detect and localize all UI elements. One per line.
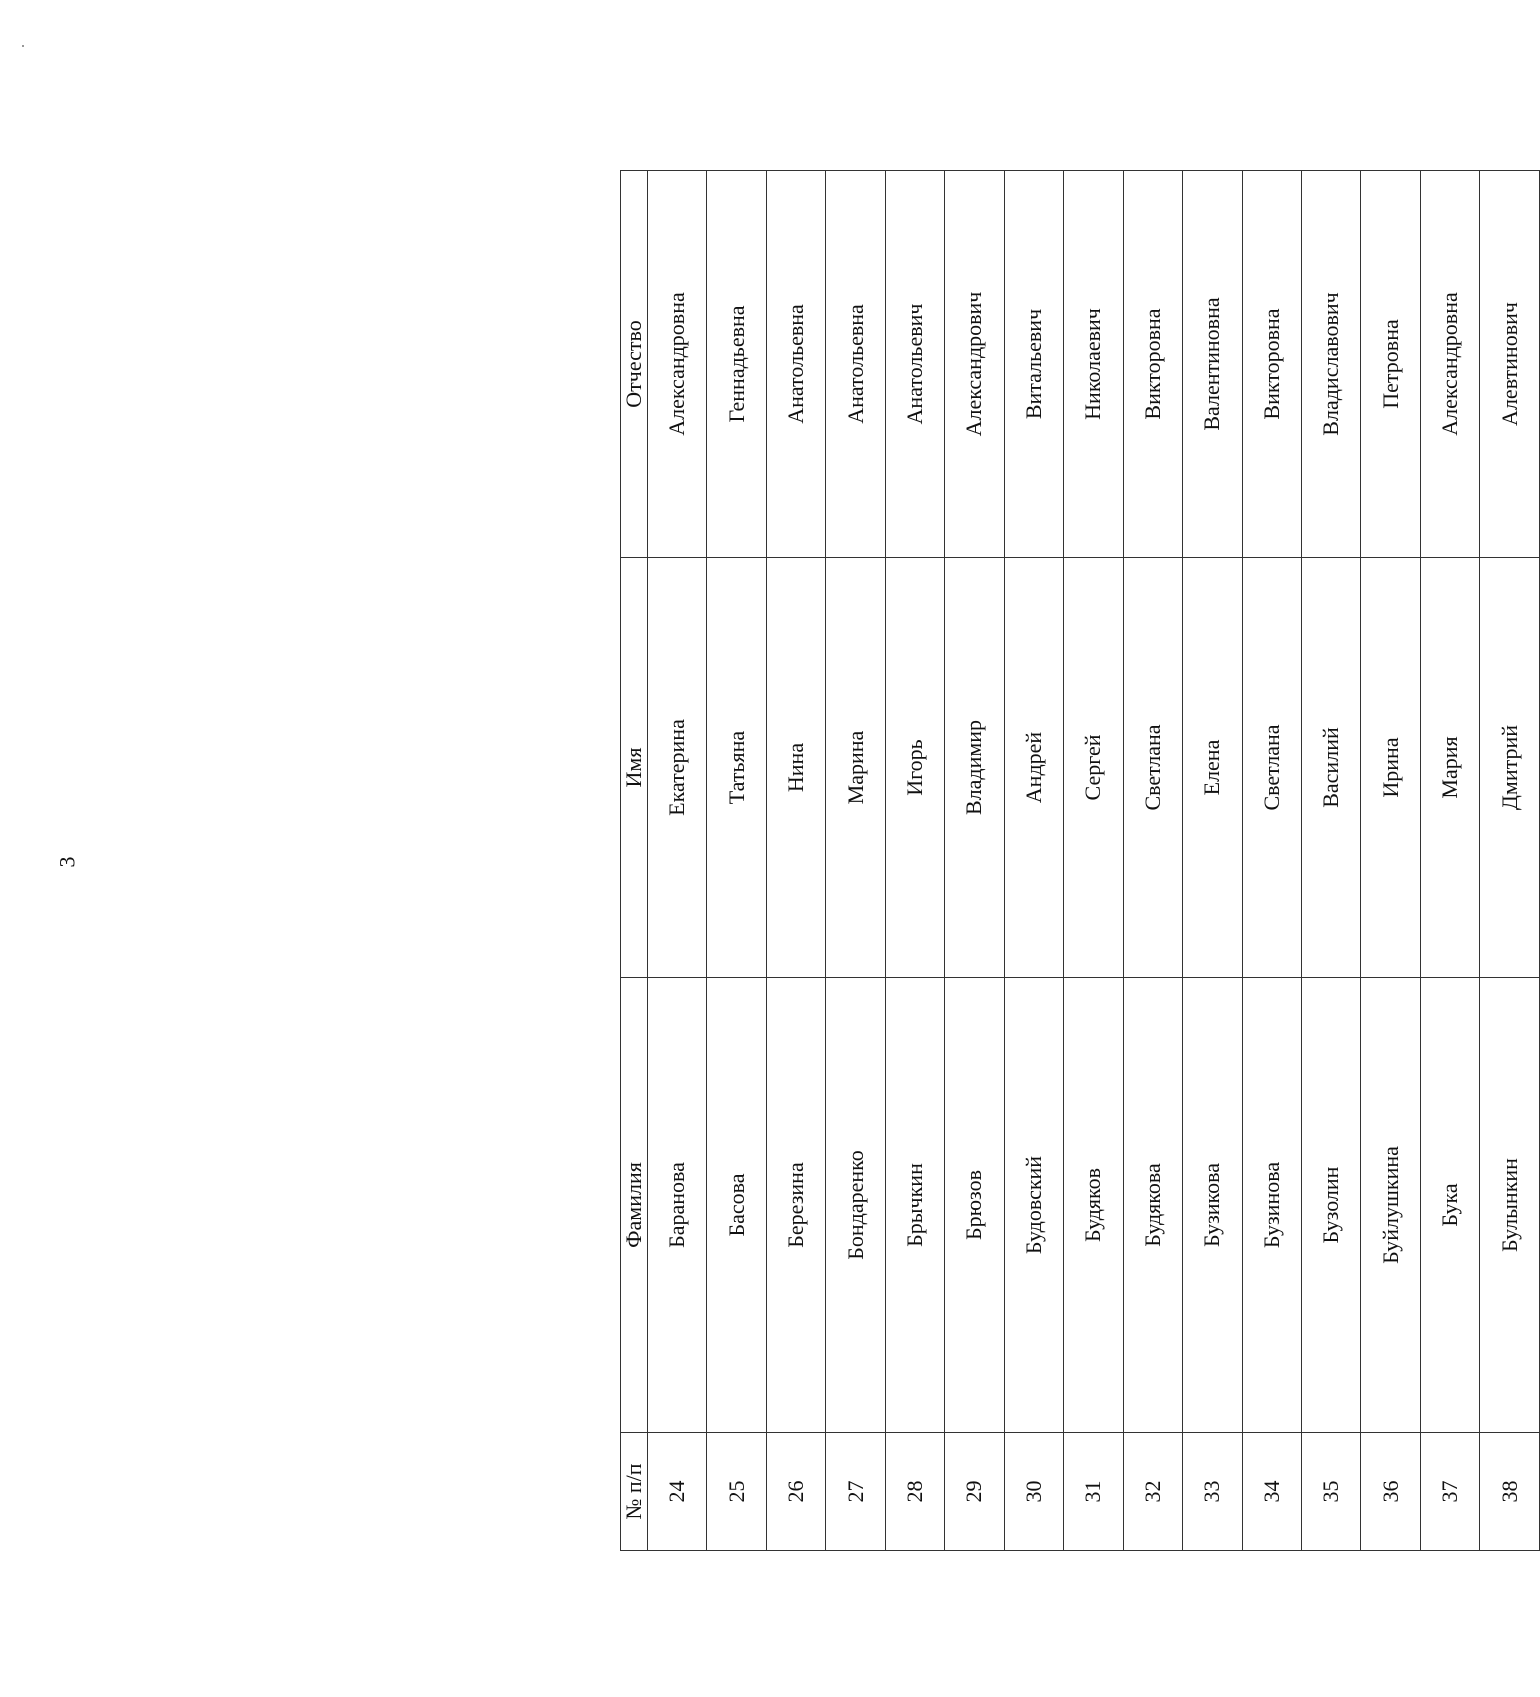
cell-number: 32 <box>1123 1433 1182 1551</box>
cell-patronymic: Александрович <box>945 171 1004 558</box>
cell-first-name: Екатерина <box>648 558 707 978</box>
cell-last-name: Бузинова <box>1242 978 1301 1433</box>
cell-last-name: Будяков <box>1064 978 1123 1433</box>
cell-first-name: Елена <box>1183 558 1242 978</box>
scan-speck <box>22 45 24 47</box>
table-row <box>1242 171 1301 1551</box>
cell-number: 29 <box>945 1433 1004 1551</box>
cell-patronymic: Геннадьевна <box>707 171 766 558</box>
table-row <box>648 171 707 1551</box>
table-row <box>945 171 1004 1551</box>
cell-number: 26 <box>766 1433 825 1551</box>
cell-last-name: Бука <box>1420 978 1479 1433</box>
cell-first-name: Сергей <box>1064 558 1123 978</box>
cell-patronymic: Витальевич <box>1004 171 1063 558</box>
cell-last-name: Бондаренко <box>826 978 885 1433</box>
cell-first-name: Светлана <box>1123 558 1182 978</box>
roster-table-wrapper <box>620 170 1540 1550</box>
cell-last-name: Басова <box>707 978 766 1433</box>
cell-patronymic: Викторовна <box>1242 171 1301 558</box>
cell-first-name: Игорь <box>885 558 944 978</box>
roster-table <box>620 170 1540 1551</box>
cell-number: 25 <box>707 1433 766 1551</box>
cell-number: 27 <box>826 1433 885 1551</box>
table-row <box>826 171 885 1551</box>
cell-number: 33 <box>1183 1433 1242 1551</box>
table-row <box>1064 171 1123 1551</box>
cell-first-name: Дмитрий <box>1480 558 1540 978</box>
cell-number: 36 <box>1361 1433 1420 1551</box>
cell-last-name: Брюзов <box>945 978 1004 1433</box>
cell-patronymic: Александровна <box>1420 171 1479 558</box>
cell-first-name: Мария <box>1420 558 1479 978</box>
cell-patronymic: Анатольевич <box>885 171 944 558</box>
table-row <box>1301 171 1360 1551</box>
page-number: 3 <box>54 856 80 868</box>
cell-last-name: Баранова <box>648 978 707 1433</box>
table-row <box>707 171 766 1551</box>
table-body <box>648 171 1540 1551</box>
cell-patronymic: Николаевич <box>1064 171 1123 558</box>
cell-patronymic: Валентиновна <box>1183 171 1242 558</box>
cell-first-name: Андрей <box>1004 558 1063 978</box>
cell-last-name: Брычкин <box>885 978 944 1433</box>
cell-patronymic: Анатольевна <box>826 171 885 558</box>
cell-patronymic: Владиславович <box>1301 171 1360 558</box>
cell-patronymic: Алевтинович <box>1480 171 1540 558</box>
cell-patronymic: Викторовна <box>1123 171 1182 558</box>
cell-patronymic: Александровна <box>648 171 707 558</box>
header-number: № п/п <box>621 1433 648 1551</box>
cell-last-name: Бузолин <box>1301 978 1360 1433</box>
table-row <box>1004 171 1063 1551</box>
cell-last-name: Будякова <box>1123 978 1182 1433</box>
table-header-row <box>621 171 648 1551</box>
header-patronymic: Отчество <box>621 171 648 558</box>
table-row <box>1480 171 1540 1551</box>
table-row <box>1361 171 1420 1551</box>
cell-number: 31 <box>1064 1433 1123 1551</box>
cell-last-name: Березина <box>766 978 825 1433</box>
table-row <box>1183 171 1242 1551</box>
cell-first-name: Татьяна <box>707 558 766 978</box>
cell-patronymic: Петровна <box>1361 171 1420 558</box>
cell-first-name: Марина <box>826 558 885 978</box>
cell-last-name: Бузикова <box>1183 978 1242 1433</box>
cell-number: 35 <box>1301 1433 1360 1551</box>
table-row <box>1123 171 1182 1551</box>
cell-last-name: Булынкин <box>1480 978 1540 1433</box>
cell-first-name: Светлана <box>1242 558 1301 978</box>
table-row <box>1420 171 1479 1551</box>
table-row <box>885 171 944 1551</box>
header-first-name: Имя <box>621 558 648 978</box>
cell-number: 24 <box>648 1433 707 1551</box>
cell-last-name: Будовский <box>1004 978 1063 1433</box>
cell-number: 28 <box>885 1433 944 1551</box>
cell-first-name: Василий <box>1301 558 1360 978</box>
cell-number: 30 <box>1004 1433 1063 1551</box>
table-row <box>766 171 825 1551</box>
cell-patronymic: Анатольевна <box>766 171 825 558</box>
cell-number: 37 <box>1420 1433 1479 1551</box>
header-last-name: Фамилия <box>621 978 648 1433</box>
cell-first-name: Владимир <box>945 558 1004 978</box>
cell-last-name: Буйлушкина <box>1361 978 1420 1433</box>
cell-first-name: Ирина <box>1361 558 1420 978</box>
cell-number: 38 <box>1480 1433 1540 1551</box>
cell-first-name: Нина <box>766 558 825 978</box>
cell-number: 34 <box>1242 1433 1301 1551</box>
